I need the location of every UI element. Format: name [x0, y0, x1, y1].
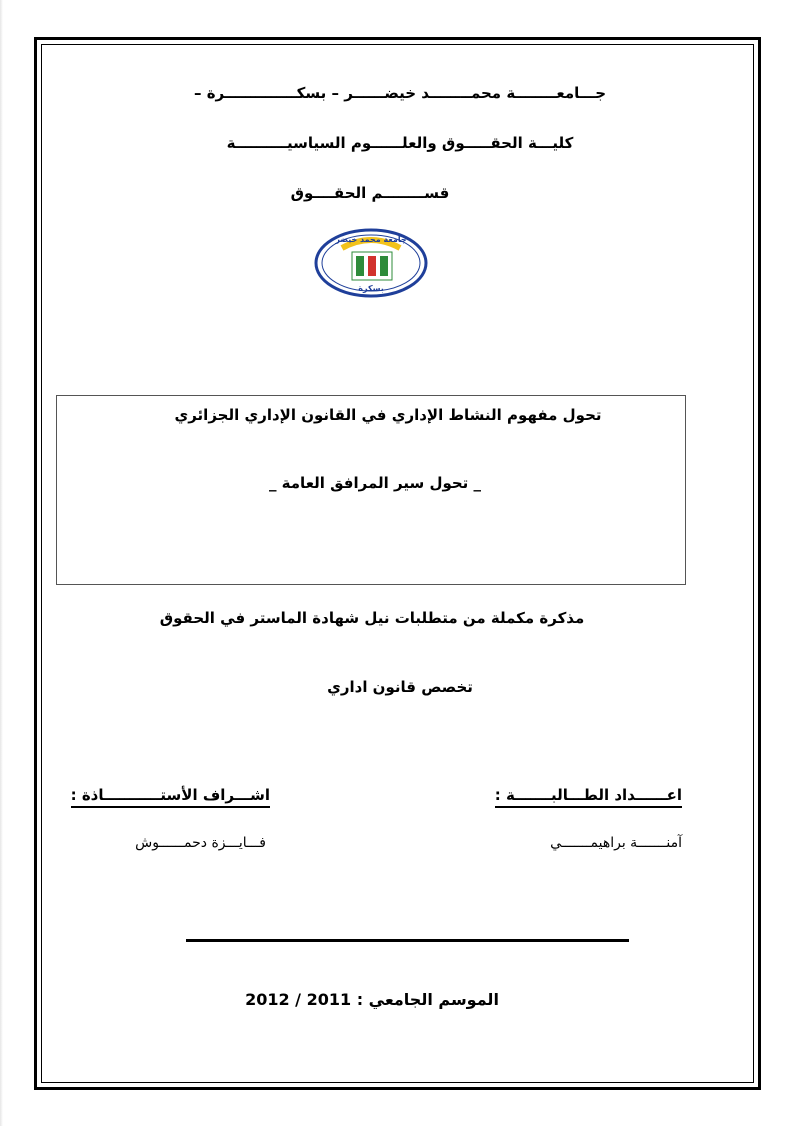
academic-year: الموسم الجامعي : 2011 / 2012 [245, 990, 499, 1009]
supervisor-label: اشـــراف الأستـــــــــــاذة : [71, 786, 270, 804]
memo-description: مذكرة مكملة من متطلبات نيل شهادة الماستر في الحقوق [159, 609, 585, 627]
footer-divider [186, 939, 629, 942]
supervisor-name: فـــايـــزة دحمــــــوش [135, 835, 266, 851]
specialization: تخصص قانون اداري [327, 678, 473, 696]
logo-pillar-center [368, 256, 376, 276]
university-logo [314, 228, 429, 298]
logo-arc-text: جامعة محمد خيضر [335, 235, 407, 244]
logo-bottom-text: بسكرة [358, 284, 384, 293]
thesis-subtitle: _ تحول سير المرافق العامة _ [268, 474, 482, 492]
faculty-name: كليـــة الحقـــــوق والعلــــــوم السياسيــــــــــة [226, 134, 574, 152]
student-label: اعــــــداد الطـــالبـــــــة : [495, 786, 682, 804]
logo-pillar-left [356, 256, 364, 276]
thesis-title: تحول مفهوم النشاط الإداري في القانون الإداري الجزائري [174, 406, 602, 424]
university-name: جـــامعــــــــة محمــــــــد خيضــــــر – بسكــــــــــــــرة – [193, 84, 607, 102]
logo-pillar-right [380, 256, 388, 276]
department-name: قســــــــم الحقــــوق [290, 184, 450, 202]
student-name: آمنـــــــة براهيمـــــــي [550, 835, 682, 851]
